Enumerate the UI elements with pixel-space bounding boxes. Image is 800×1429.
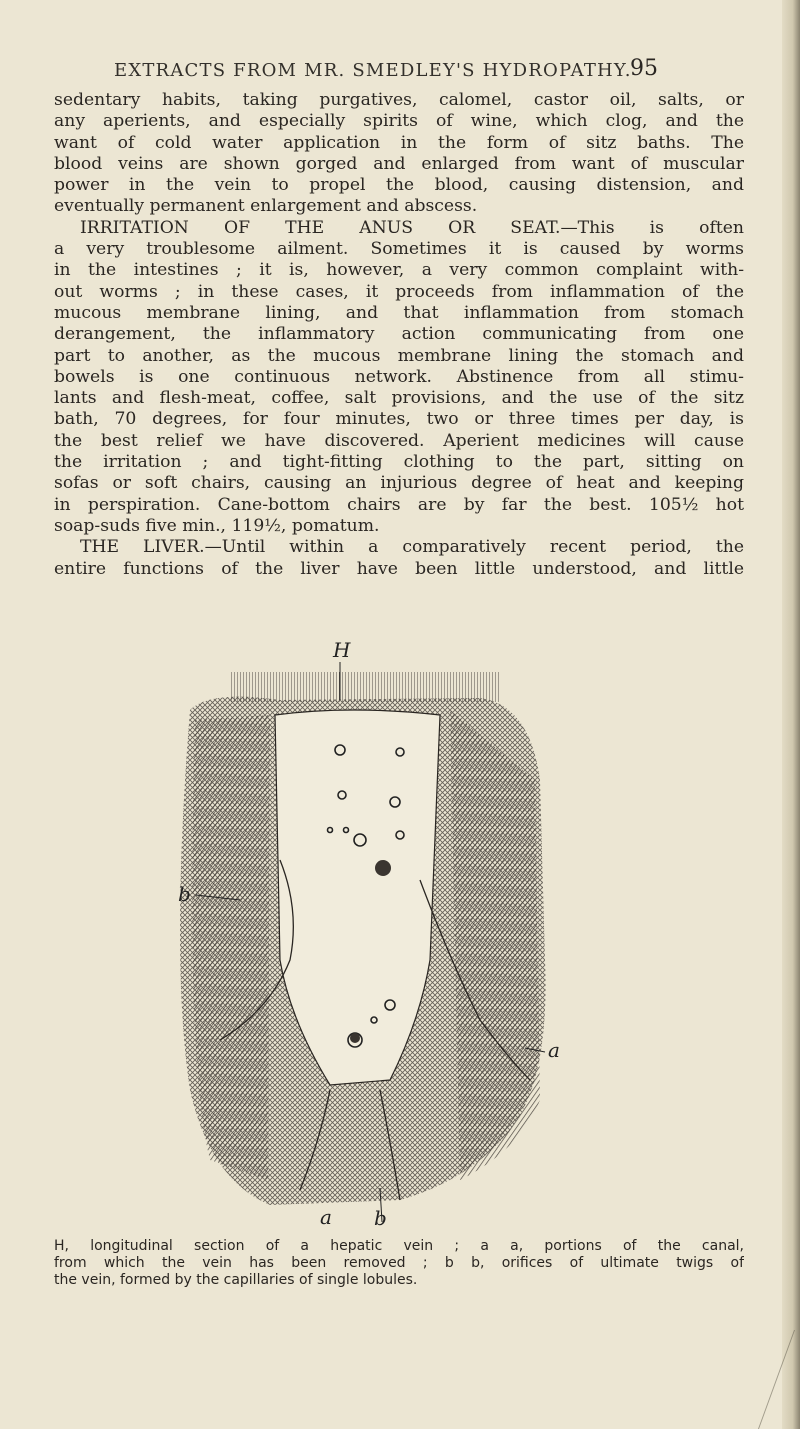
figure-label-h: H [333, 638, 351, 662]
text-line: derangement, the inflammatory action communicating from one [54, 324, 744, 345]
figure-label-a-right: a [548, 1038, 560, 1062]
figure-caption [54, 1238, 744, 1289]
text-line: soap-suds five min., 119½, pomatum. [54, 515, 380, 536]
text-line: bowels is one continuous network. Abstinence from all stimu- [54, 366, 744, 387]
text-line: mucous membrane lining, and that inflammation from stomach [54, 302, 744, 323]
text-line: sofas or soft chairs, causing an injurious degree of heat and keeping [54, 473, 744, 494]
figure-label-b-bottom: b [374, 1206, 387, 1230]
hepatic-vein-illustration [150, 638, 580, 1230]
section-heading-line: IRRITATION OF THE ANUS OR SEAT.—This is often [80, 217, 744, 238]
text-line: any aperients, and especially spirits of wine, which clog, and the [54, 111, 744, 132]
text-line: bath, 70 degrees, for four minutes, two or three times per day, is [54, 409, 744, 430]
vein-top-opening [230, 662, 500, 702]
text-line: sedentary habits, taking purgatives, calomel, castor oil, salts, or [54, 90, 744, 110]
text-line: the best relief we have discovered. Aperient medicines will cause [54, 430, 744, 451]
text-line: want of cold water application in the form of sitz baths. The [54, 132, 744, 153]
text-line: lants and flesh-meat, coffee, salt provisions, and the use of the sitz [54, 388, 744, 409]
text-line: part to another, as the mucous membrane lining the stomach and [54, 345, 744, 366]
text-line: in perspiration. Cane-bottom chairs are by far the best. 105½ hot [54, 494, 744, 515]
text-line: a very troublesome ailment. Sometimes it is caused by worms [54, 239, 744, 260]
text-line: power in the vein to propel the blood, causing distension, and [54, 175, 744, 196]
body-text [54, 90, 744, 580]
text-line: eventually permanent enlargement and abscess. [54, 196, 478, 217]
text-line: entire functions of the liver have been little understood, and little [54, 558, 744, 579]
caption-line: H, longitudinal section of a hepatic vein ; a a, portions of the canal, [54, 1238, 744, 1254]
figure-label-b-left: b [178, 882, 191, 906]
caption-line: the vein, formed by the capillaries of single lobules. [54, 1272, 418, 1288]
figure-label-a-bottom: a [320, 1205, 332, 1229]
page-number: 95 [630, 56, 658, 81]
hepatic-vein-engraving [150, 660, 580, 1230]
running-head: EXTRACTS FROM MR. SMEDLEY'S HYDROPATHY. [114, 60, 632, 81]
text-line: out worms ; in these cases, it proceeds from inflammation of the [54, 281, 744, 302]
text-line: in the intestines ; it is, however, a very common complaint with- [54, 260, 744, 281]
text-line: blood veins are shown gorged and enlarged from want of muscular [54, 153, 744, 174]
page-edge [782, 0, 800, 1429]
section-heading-line: THE LIVER.—Until within a comparatively recent period, the [80, 537, 744, 558]
text-line: the irritation ; and tight-fitting clothing to the part, sitting on [54, 452, 744, 473]
caption-line: from which the vein has been removed ; b b, orifices of ultimate twigs of [54, 1255, 744, 1271]
